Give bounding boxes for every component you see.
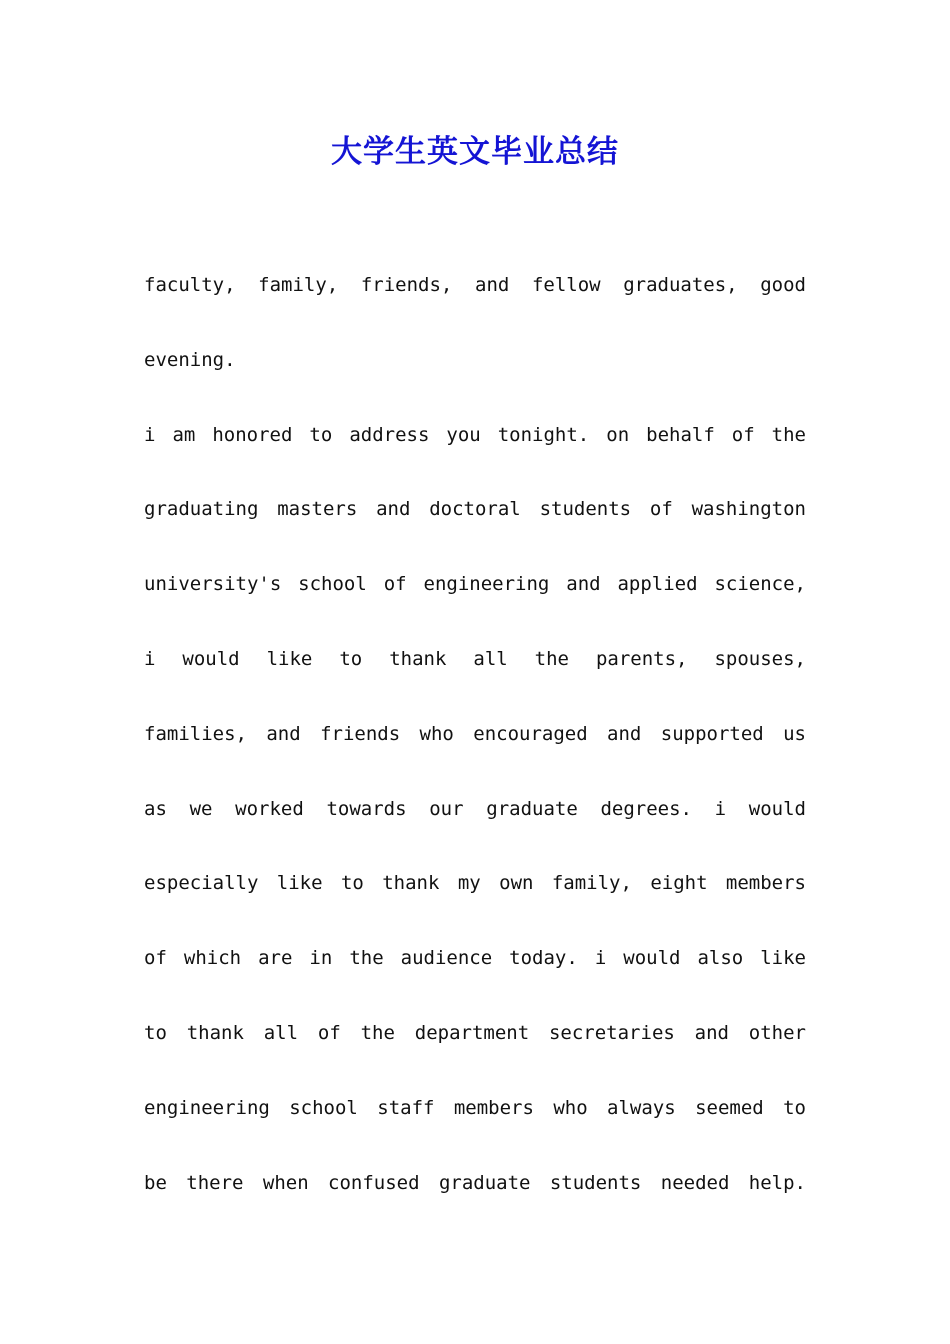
text-line: evening. bbox=[144, 348, 236, 371]
text-line: university's school of engineering and applied science, bbox=[144, 573, 806, 596]
text-line: i would like to thank all the parents, spouses, bbox=[144, 647, 806, 670]
text-line: be there when confused graduate students needed help. bbox=[144, 1171, 806, 1194]
text-line: faculty, family, friends, and fellow graduates, good bbox=[144, 274, 806, 296]
page-title: 大学生英文毕业总结 bbox=[331, 134, 619, 170]
text-line: of which are in the audience today. i would also like bbox=[144, 947, 806, 970]
text-line: as we worked towards our graduate degrees. i would bbox=[144, 797, 806, 820]
text-line: especially like to thank my own family, eight members bbox=[144, 872, 806, 895]
text-line: to thank all of the department secretaries and other bbox=[144, 1021, 806, 1044]
text-line: graduating masters and doctoral students of washington bbox=[144, 498, 806, 521]
text-line: families, and friends who encouraged and supported us bbox=[144, 722, 806, 745]
body-text bbox=[144, 248, 806, 1220]
text-line: engineering school staff members who always seemed to bbox=[144, 1096, 806, 1119]
text-line: i am honored to address you tonight. on behalf of the bbox=[144, 423, 806, 446]
